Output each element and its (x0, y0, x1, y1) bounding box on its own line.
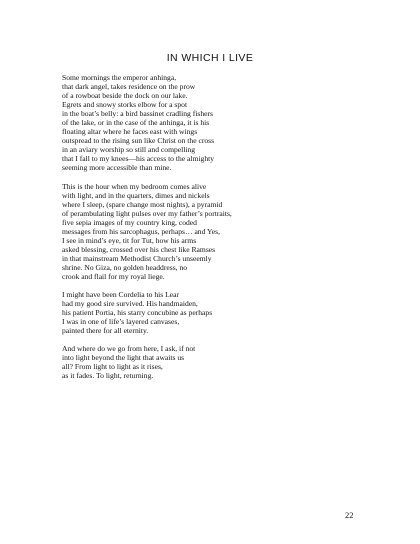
poem-line: had my good sire survived. His handmaiden, (62, 299, 198, 309)
page-number: 22 (345, 510, 354, 520)
poem-line: I might have been Cordelia to his Lear (62, 290, 180, 300)
poem-line: of the lake, or in the case of the anhinga, it is his (62, 118, 210, 128)
poem-line: where I sleep, (spare change most nights), a pyramid (62, 199, 223, 209)
poem-line: asked blessing, crossed over his chest like Ramses (62, 244, 216, 254)
poem-line: of a rowboat beside the dock on our lake. (62, 91, 188, 101)
poem-line: five sepia images of my country king, coded (62, 217, 197, 227)
stanza-4 (62, 344, 382, 380)
poem-line: I was in one of life’s layered canvases, (62, 317, 180, 327)
poem-line: seeming more accessible than mine. (62, 163, 172, 173)
poem-line: of perambulating light pulses over my father’s portraits, (62, 208, 232, 218)
poem-line: all? From light to light as it rises, (62, 362, 163, 372)
poem-body (62, 73, 382, 389)
poem-line: shrine. No Giza, no golden headdress, no (62, 262, 188, 272)
poem-line: I see in mind’s eye, tit for Tut, how his arms (62, 235, 197, 245)
poem-line: his patient Portia, his starry concubine as perhaps (62, 308, 213, 318)
poem-line: floating altar where he faces east with wings (62, 127, 198, 137)
poem-line: Egrets and snowy storks elbow for a spot (62, 100, 188, 110)
poem-line: in the boat’s belly: a bird bassinet cradling fishers (62, 109, 213, 119)
poem-line: that dark angel, takes residence on the prow (62, 82, 196, 92)
poem-line: in an aviary worship so still and compelling (62, 145, 196, 155)
poem-line: outspread to the rising sun like Christ on the cross (62, 136, 215, 146)
poem-line: This is the hour when my bedroom comes alive (62, 181, 207, 191)
stanza-2 (62, 182, 382, 282)
poem-title: IN WHICH I LIVE (166, 52, 254, 64)
poem-line: into light beyond the light that awaits us (62, 353, 185, 363)
poem-line: And where do we go from here, I ask, if not (62, 344, 196, 354)
poem-line: Some mornings the emperor anhinga, (62, 73, 177, 82)
poem-line: in that mainstream Methodist Church’s unseemly (62, 253, 212, 263)
stanza-1 (62, 73, 382, 173)
poem-line: with light, and in the quarters, dimes and nickels (62, 190, 210, 200)
poem-line: messages from his sarcophagus, perhaps… and Yes, (62, 226, 220, 236)
poem-line: crook and flail for my royal liege. (62, 271, 165, 281)
poem-line: as it fades. To light, returning. (62, 371, 154, 381)
poem-line: that I fall to my knees—his access to the almighty (62, 154, 215, 164)
stanza-3 (62, 290, 382, 335)
poem-line: painted there for all eternity. (62, 326, 149, 336)
